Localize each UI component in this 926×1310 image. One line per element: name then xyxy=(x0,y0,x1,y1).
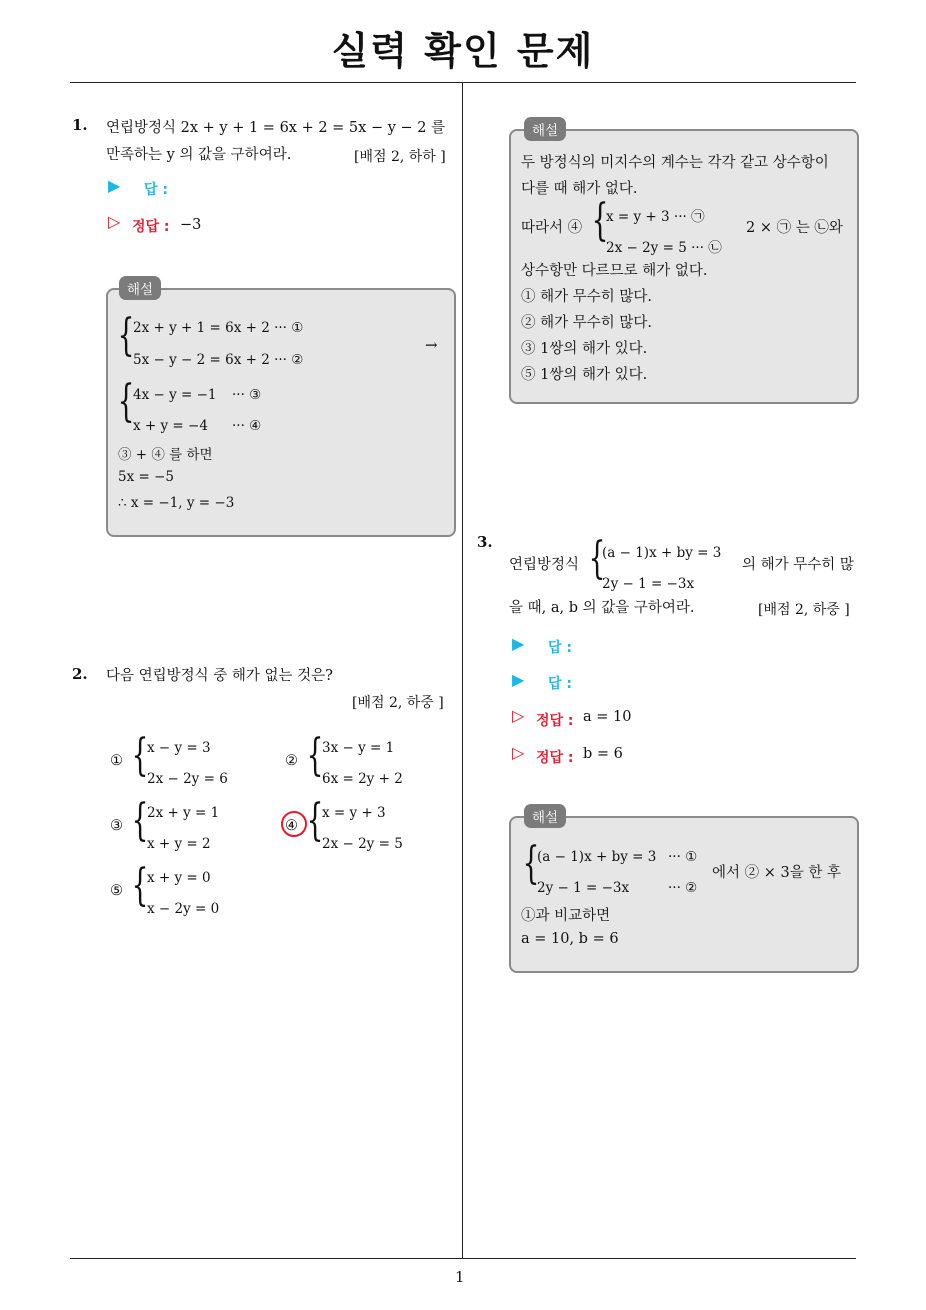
option-5-mark[interactable]: ⑤ xyxy=(110,883,123,899)
q1-arrow: → xyxy=(425,336,438,354)
q2-exp-post: 2 × ㉠ 는 ㉡와 xyxy=(746,220,843,236)
option-1-eq2: 2x − 2y = 6 xyxy=(147,771,228,787)
option-1-mark[interactable]: ① xyxy=(110,753,123,769)
brace-icon: { xyxy=(117,376,135,427)
q1-exp-line2: 5x = −5 xyxy=(118,469,174,485)
q3-exp-sys2-mark: ··· ② xyxy=(668,880,698,896)
q3-exp-post: 에서 ② × 3을 한 후 xyxy=(712,865,841,881)
question-1-number: 1. xyxy=(72,116,88,134)
question-3-answer-label-2: 답 : xyxy=(548,676,572,692)
question-3-correct-label-2: 정답 : xyxy=(536,750,574,766)
brace-icon: { xyxy=(306,730,324,781)
q1-sys1-line1: 2x + y + 1 = 6x + 2 ··· ① xyxy=(133,320,304,336)
question-3-eq1: (a − 1)x + by = 3 xyxy=(602,545,722,561)
question-1-explanation-tag: 해설 xyxy=(119,276,161,300)
option-2-mark[interactable]: ② xyxy=(285,753,298,769)
brace-icon: { xyxy=(131,860,149,911)
page-number: 1 xyxy=(455,1268,465,1286)
answer-arrow-icon: ▶ xyxy=(108,176,121,195)
brace-icon: { xyxy=(591,195,609,246)
page-title: 실력 확인 문제 xyxy=(331,29,595,73)
brace-icon: { xyxy=(131,730,149,781)
option-2-eq1: 3x − y = 1 xyxy=(322,740,395,756)
question-3-eq2: 2y − 1 = −3x xyxy=(602,576,695,592)
question-3-number: 3. xyxy=(477,533,493,551)
option-4-mark[interactable]: ④ xyxy=(285,818,298,834)
answer-arrow-icon: ▶ xyxy=(512,634,525,653)
footer-rule xyxy=(70,1258,856,1259)
question-2-text: 다음 연립방정식 중 해가 없는 것은? xyxy=(106,668,333,684)
q2-exp-sys2: 2x − 2y = 5 ··· ㉡ xyxy=(606,240,722,256)
question-3-pre: 연립방정식 xyxy=(509,557,580,573)
q3-exp-line1: ①과 비교하면 xyxy=(521,908,611,924)
question-2-explanation-tag: 해설 xyxy=(524,117,566,141)
q2-exp-line1: 두 방정식의 미지수의 계수는 각각 같고 상수항이 xyxy=(521,155,829,171)
answer-arrow-icon: ▶ xyxy=(512,670,525,689)
question-3-correct-label-1: 정답 : xyxy=(536,713,574,729)
question-3-line2: 을 때, a, b 의 값을 구하여라. xyxy=(509,600,695,616)
question-2-number: 2. xyxy=(72,665,88,683)
brace-icon: { xyxy=(522,838,540,889)
q1-exp-line3: ∴ x = −1, y = −3 xyxy=(118,495,235,511)
option-2-eq2: 6x = 2y + 2 xyxy=(322,771,403,787)
option-4-eq1: x = y + 3 xyxy=(322,805,386,821)
q1-sys2-line1: 4x − y = −1 xyxy=(133,387,217,403)
column-divider xyxy=(462,83,463,1259)
question-3-answer-label-1: 답 : xyxy=(548,640,572,656)
question-1-score: [배점 2, 하하 ] xyxy=(354,149,446,165)
question-1-correct-label: 정답 : xyxy=(132,219,170,235)
question-1-text-line2: 만족하는 y 의 값을 구하여라. xyxy=(106,147,292,163)
question-1-answer-label: 답 : xyxy=(144,182,168,198)
q2-exp-line6: ③ 1쌍의 해가 있다. xyxy=(521,341,648,357)
option-5-eq1: x + y = 0 xyxy=(147,870,211,886)
brace-icon: { xyxy=(306,795,324,846)
q1-sys2-line2-mark: ··· ④ xyxy=(232,418,262,434)
question-3-post: 의 해가 무수히 많 xyxy=(742,557,854,573)
q2-exp-pre: 따라서 ④ xyxy=(521,220,583,236)
option-3-eq2: x + y = 2 xyxy=(147,836,211,852)
brace-icon: { xyxy=(588,533,606,584)
header-rule xyxy=(70,82,856,83)
q3-exp-line2: a = 10, b = 6 xyxy=(521,931,619,947)
q1-sys2-line2: x + y = −4 xyxy=(133,418,208,434)
question-2-score: [배점 2, 하중 ] xyxy=(352,695,444,711)
question-1-text-line1: 연립방정식 2x + y + 1 = 6x + 2 = 5x − y − 2 를 xyxy=(106,120,446,136)
q2-exp-line4: ① 해가 무수히 많다. xyxy=(521,289,652,305)
q3-exp-sys2: 2y − 1 = −3x xyxy=(537,880,630,896)
q2-exp-line2: 다를 때 해가 없다. xyxy=(521,181,638,197)
option-3-mark[interactable]: ③ xyxy=(110,818,123,834)
option-5-eq2: x − 2y = 0 xyxy=(147,901,220,917)
correct-arrow-icon: ▷ xyxy=(512,706,525,725)
correct-arrow-icon: ▷ xyxy=(108,212,121,231)
option-1-eq1: x − y = 3 xyxy=(147,740,211,756)
q2-exp-line5: ② 해가 무수히 많다. xyxy=(521,315,652,331)
brace-icon: { xyxy=(117,310,135,361)
question-3-explanation-tag: 해설 xyxy=(524,804,566,828)
q3-exp-sys1-mark: ··· ① xyxy=(668,849,698,865)
question-3-correct-value-2: b = 6 xyxy=(583,746,623,762)
q1-exp-line1: ③ + ④ 를 하면 xyxy=(118,447,213,463)
question-3-correct-value-1: a = 10 xyxy=(583,709,632,725)
option-4-eq2: 2x − 2y = 5 xyxy=(322,836,403,852)
correct-arrow-icon: ▷ xyxy=(512,743,525,762)
q3-exp-sys1: (a − 1)x + by = 3 xyxy=(537,849,657,865)
option-3-eq1: 2x + y = 1 xyxy=(147,805,220,821)
question-1-correct-value: −3 xyxy=(180,217,202,233)
q2-exp-line7: ⑤ 1쌍의 해가 있다. xyxy=(521,367,648,383)
q1-sys2-line1-mark: ··· ③ xyxy=(232,387,262,403)
question-3-score: [배점 2, 하중 ] xyxy=(758,602,850,618)
brace-icon: { xyxy=(131,795,149,846)
q2-exp-sys1: x = y + 3 ··· ㉠ xyxy=(606,209,705,225)
q2-exp-line3: 상수항만 다르므로 해가 없다. xyxy=(521,263,708,279)
q1-sys1-line2: 5x − y − 2 = 6x + 2 ··· ② xyxy=(133,352,304,368)
